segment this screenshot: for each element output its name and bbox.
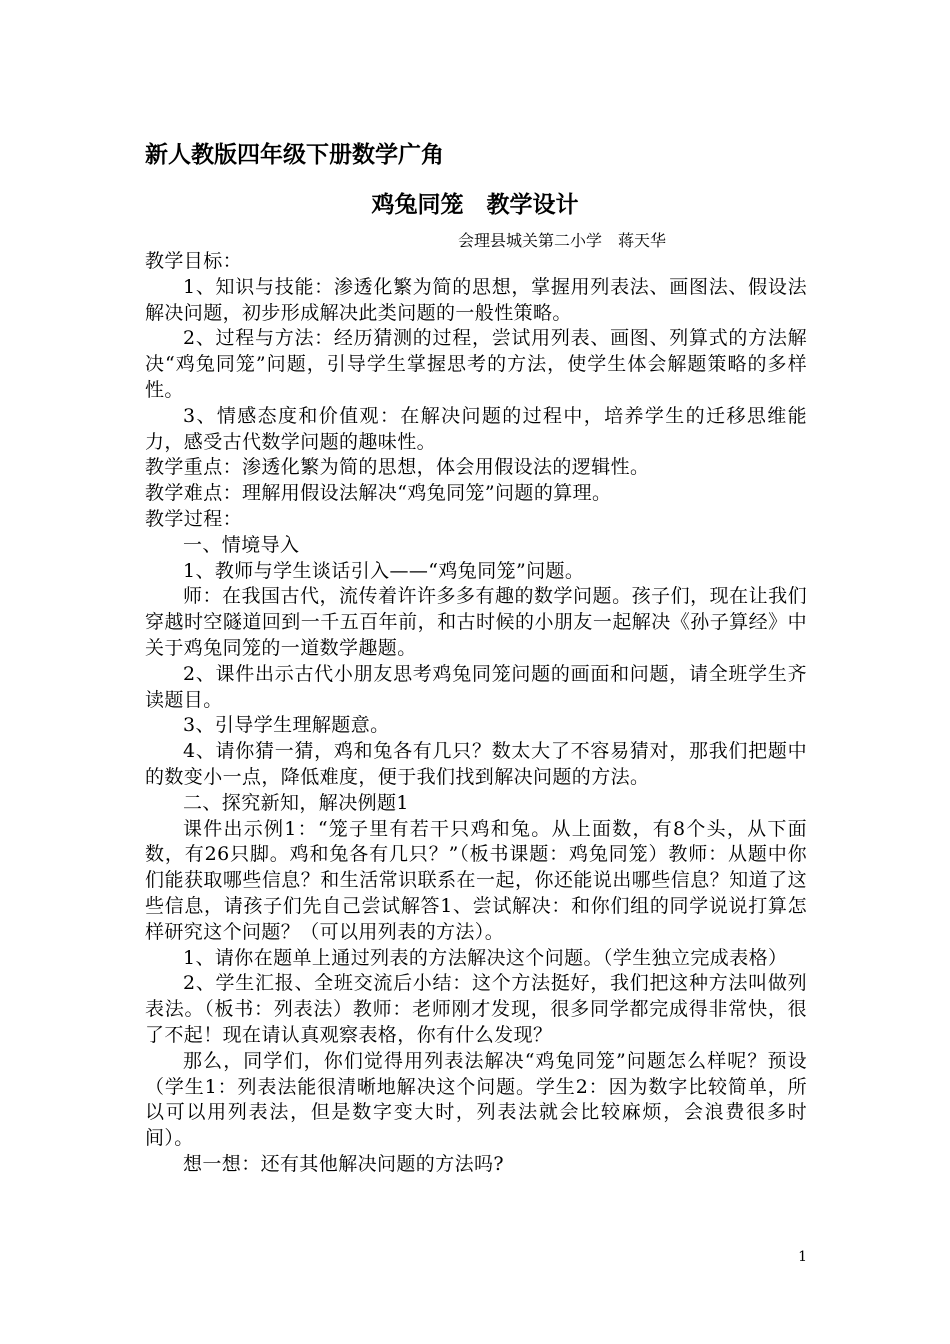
body-paragraph: 想一想：还有其他解决问题的方法吗? bbox=[183, 1152, 504, 1175]
document-heading: 新人教版四年级下册数学广角 bbox=[145, 142, 444, 168]
document-title: 鸡兔同笼 教学设计 bbox=[371, 192, 579, 218]
body-paragraph: 3、情感态度和价值观：在解决问题的过程中，培养学生的迁移思维能力，感受古代数学问题的趣味性。 bbox=[145, 404, 807, 453]
body-paragraph: 2、学生汇报、全班交流后小结：这个方法挺好，我们把这种方法叫做列表法。（板书：列表法）教师：老师刚才发现，很多同学都完成得非常快，很了不起！现在请认真观察表格，你有什么发现？ bbox=[145, 972, 807, 1046]
page-number: 1 bbox=[798, 1249, 807, 1265]
body-paragraph: 1、请你在题单上通过列表的方法解决这个问题。（学生独立完成表格） bbox=[183, 946, 788, 969]
body-paragraph: 一、情境导入 bbox=[183, 533, 300, 556]
body-paragraph: 课件出示例1：“笼子里有若干只鸡和兔。从上面数，有8个头，从下面数，有26只脚。鸡和兔各有几只？”（板书课题：鸡兔同笼）教师：从题中你们能获取哪些信息？和生活常识联系在一起，你还能说出哪些信息？知道了这些信息，请孩子们先自己尝试解答1、尝试解决：和你们组的同学说说打算怎样研究这个问题？（可以用列表的方法）。 bbox=[145, 817, 807, 943]
body-paragraph: 教学过程： bbox=[145, 507, 243, 530]
body-paragraph: 教学目标： bbox=[145, 250, 243, 272]
body-paragraph: 教学难点：理解用假设法解决“鸡兔同笼”问题的算理。 bbox=[145, 482, 612, 505]
body-paragraph: 1、知识与技能：渗透化繁为简的思想，掌握用列表法、画图法、假设法解决问题，初步形成解决此类问题的一般性策略。 bbox=[145, 275, 807, 324]
body-paragraph: 1、教师与学生谈话引入——“鸡兔同笼”问题。 bbox=[183, 559, 585, 582]
document-body bbox=[145, 249, 807, 1178]
body-paragraph: 2、过程与方法：经历猜测的过程，尝试用列表、画图、列算式的方法解决“鸡兔同笼”问题，引导学生掌握思考的方法，使学生体会解题策略的多样性。 bbox=[145, 327, 807, 401]
body-paragraph: 二、探究新知，解决例题1 bbox=[183, 791, 409, 814]
author-line: 会理县城关第二小学 蒋天华 bbox=[458, 231, 667, 250]
body-paragraph: 4、请你猜一猜，鸡和兔各有几只？数太大了不容易猜对，那我们把题中的数变小一点，降低难度，便于我们找到解决问题的方法。 bbox=[145, 740, 807, 788]
body-paragraph: 2、课件出示古代小朋友思考鸡兔同笼问题的画面和问题，请全班学生齐读题目。 bbox=[145, 662, 807, 711]
body-paragraph: 师：在我国古代，流传着许许多多有趣的数学问题。孩子们，现在让我们穿越时空隧道回到一千五百年前，和古时候的小朋友一起解决《孙子算经》中关于鸡兔同笼的一道数学趣题。 bbox=[145, 585, 807, 659]
body-paragraph: 3、引导学生理解题意。 bbox=[183, 714, 390, 737]
body-paragraph: 那么，同学们，你们觉得用列表法解决“鸡兔同笼”问题怎么样呢？预设（学生1：列表法能很清晰地解决这个问题。学生2：因为数字比较简单，所以可以用列表法，但是数字变大时，列表法就会比较麻烦，会浪费很多时间）。 bbox=[145, 1049, 807, 1150]
body-paragraph: 教学重点：渗透化繁为简的思想，体会用假设法的逻辑性。 bbox=[145, 456, 650, 479]
